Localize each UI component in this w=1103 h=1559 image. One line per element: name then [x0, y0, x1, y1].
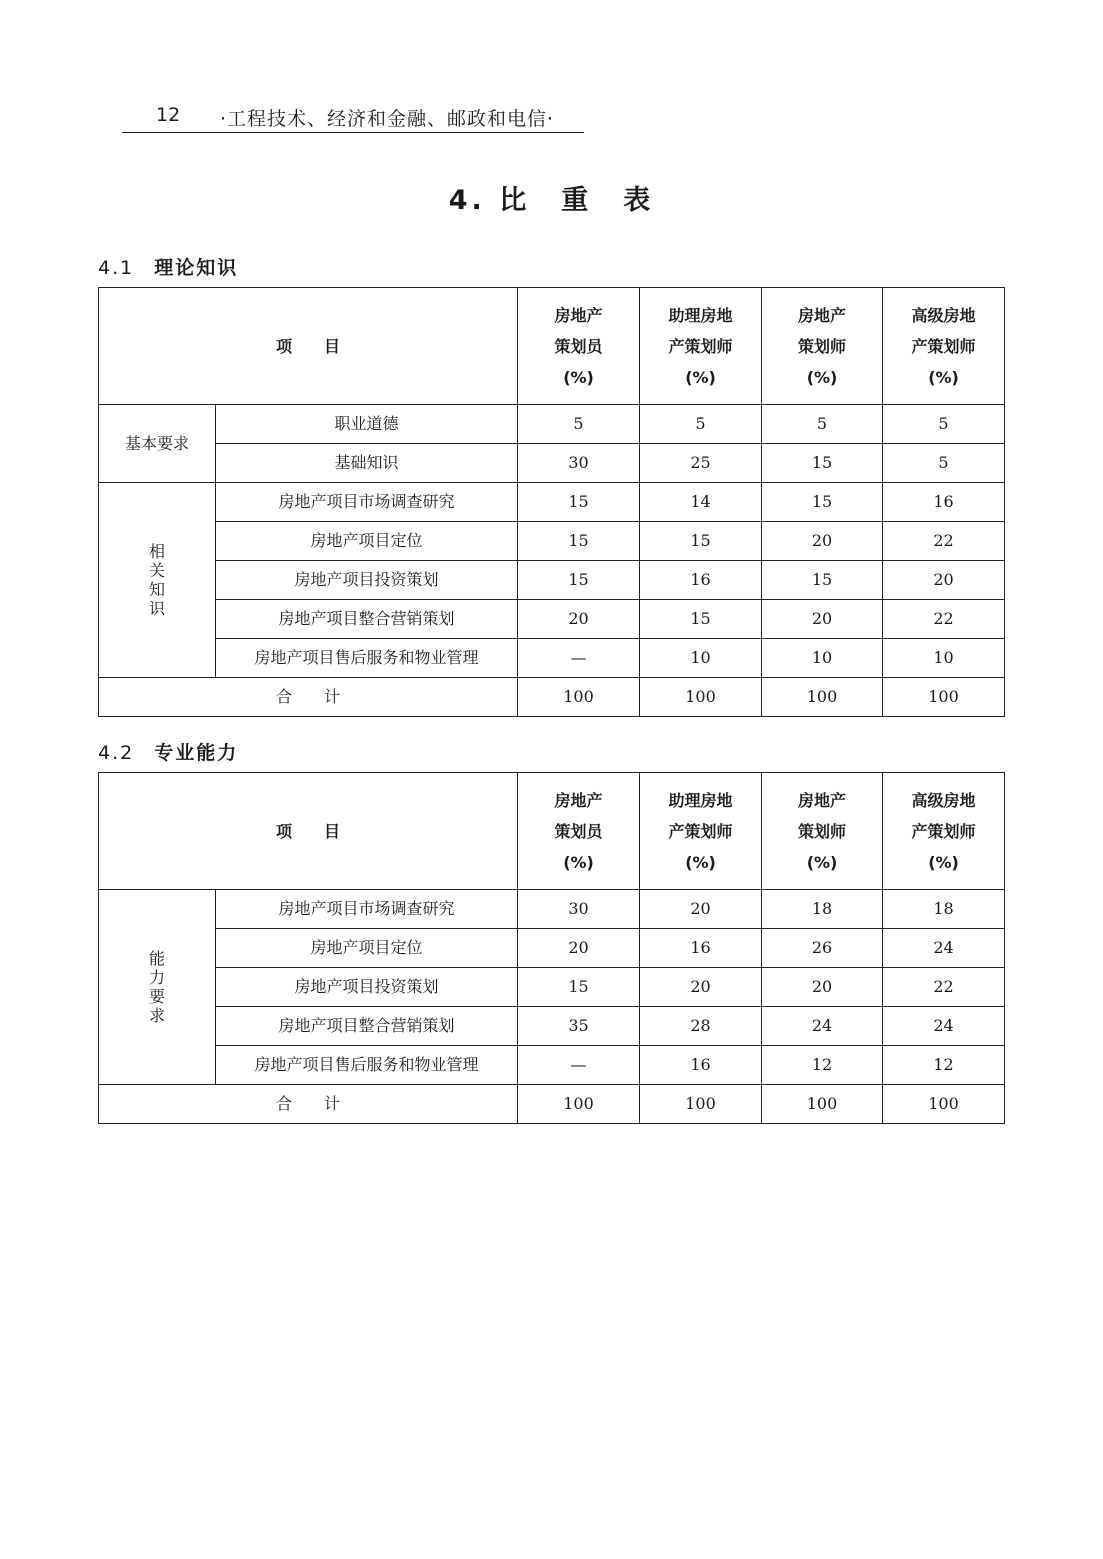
- row-item: 房地产项目市场调查研究: [216, 483, 518, 522]
- cell-value: 30: [518, 444, 640, 483]
- section-heading-4-2: [98, 738, 238, 765]
- row-item: 房地产项目定位: [216, 522, 518, 561]
- page-title: 4. 比 重 表: [448, 185, 655, 216]
- total-value: 100: [883, 678, 1005, 717]
- section-number: 4.2: [98, 742, 135, 764]
- cell-value: 24: [883, 1007, 1005, 1046]
- header-col-2: 助理房地 产策划师 (%): [640, 773, 762, 890]
- total-value: 100: [883, 1085, 1005, 1124]
- table-header-row: [99, 288, 1005, 405]
- cell-value: 20: [883, 561, 1005, 600]
- cell-value: 22: [883, 600, 1005, 639]
- cell-value: 15: [762, 444, 883, 483]
- cell-value: 5: [883, 405, 1005, 444]
- cell-value: 5: [518, 405, 640, 444]
- cell-value: 16: [883, 483, 1005, 522]
- row-item: 房地产项目市场调查研究: [216, 890, 518, 929]
- cell-value: 20: [762, 522, 883, 561]
- cell-value: 10: [762, 639, 883, 678]
- header-col-3: 房地产 策划师 (%): [762, 288, 883, 405]
- cell-value: 15: [518, 483, 640, 522]
- cell-value: 20: [518, 929, 640, 968]
- cell-value: 24: [883, 929, 1005, 968]
- row-item: 房地产项目定位: [216, 929, 518, 968]
- table-row: [99, 1046, 1005, 1085]
- header-col-4: 高级房地 产策划师 (%): [883, 288, 1005, 405]
- cell-value: 18: [762, 890, 883, 929]
- header-col-3: 房地产 策划师 (%): [762, 773, 883, 890]
- section-number: 4.1: [98, 257, 135, 279]
- row-item: 房地产项目售后服务和物业管理: [216, 639, 518, 678]
- cell-value: 16: [640, 1046, 762, 1085]
- cell-value: 24: [762, 1007, 883, 1046]
- cell-value: 12: [883, 1046, 1005, 1085]
- table-total-row: [99, 1085, 1005, 1124]
- header-col-4: 高级房地 产策划师 (%): [883, 773, 1005, 890]
- table-row: [99, 890, 1005, 929]
- cell-value: —: [518, 1046, 640, 1085]
- cell-value: 15: [518, 968, 640, 1007]
- cell-value: 16: [640, 929, 762, 968]
- table-total-row: [99, 678, 1005, 717]
- row-item: 基础知识: [216, 444, 518, 483]
- cell-value: 22: [883, 522, 1005, 561]
- table-row: [99, 483, 1005, 522]
- group-label: 基本要求: [99, 405, 216, 483]
- section-title: 理论知识: [154, 257, 239, 279]
- weight-table-theory: [98, 287, 1005, 717]
- cell-value: 26: [762, 929, 883, 968]
- total-value: 100: [762, 678, 883, 717]
- cell-value: 10: [883, 639, 1005, 678]
- table-header-row: [99, 773, 1005, 890]
- header-col-2: 助理房地 产策划师 (%): [640, 288, 762, 405]
- total-value: 100: [640, 678, 762, 717]
- table-row: [99, 405, 1005, 444]
- table-row: [99, 600, 1005, 639]
- cell-value: 35: [518, 1007, 640, 1046]
- cell-value: 30: [518, 890, 640, 929]
- cell-value: 20: [640, 890, 762, 929]
- cell-value: 12: [762, 1046, 883, 1085]
- header-col-1: 房地产 策划员 (%): [518, 773, 640, 890]
- header-item: 项 目: [99, 773, 518, 890]
- row-item: 房地产项目售后服务和物业管理: [216, 1046, 518, 1085]
- cell-value: 14: [640, 483, 762, 522]
- cell-value: 5: [640, 405, 762, 444]
- row-item: 职业道德: [216, 405, 518, 444]
- total-value: 100: [518, 678, 640, 717]
- row-item: 房地产项目整合营销策划: [216, 1007, 518, 1046]
- row-item: 房地产项目投资策划: [216, 561, 518, 600]
- cell-value: 18: [883, 890, 1005, 929]
- group-label-vertical: 能 力 要 求: [99, 890, 216, 1085]
- cell-value: 20: [762, 968, 883, 1007]
- running-title: ·工程技术、经济和金融、邮政和电信·: [220, 108, 555, 130]
- cell-value: 20: [762, 600, 883, 639]
- cell-value: 20: [518, 600, 640, 639]
- header-col-1: 房地产 策划员 (%): [518, 288, 640, 405]
- cell-value: 15: [518, 522, 640, 561]
- table-row: [99, 639, 1005, 678]
- cell-value: 22: [883, 968, 1005, 1007]
- cell-value: 28: [640, 1007, 762, 1046]
- row-item: 房地产项目投资策划: [216, 968, 518, 1007]
- header-item: 项 目: [99, 288, 518, 405]
- total-label: 合 计: [99, 1085, 518, 1124]
- table-row: [99, 444, 1005, 483]
- table-row: [99, 968, 1005, 1007]
- cell-value: 5: [883, 444, 1005, 483]
- running-header: [122, 100, 584, 133]
- cell-value: 5: [762, 405, 883, 444]
- table-row: [99, 561, 1005, 600]
- cell-value: 25: [640, 444, 762, 483]
- cell-value: —: [518, 639, 640, 678]
- cell-value: 15: [762, 561, 883, 600]
- table-row: [99, 522, 1005, 561]
- section-title: 专业能力: [154, 742, 239, 764]
- row-item: 房地产项目整合营销策划: [216, 600, 518, 639]
- table-row: [99, 1007, 1005, 1046]
- cell-value: 15: [640, 600, 762, 639]
- section-heading-4-1: [98, 253, 238, 280]
- total-value: 100: [762, 1085, 883, 1124]
- group-label-vertical: 相 关 知 识: [99, 483, 216, 678]
- page-number: 12: [156, 104, 181, 126]
- cell-value: 15: [640, 522, 762, 561]
- cell-value: 15: [762, 483, 883, 522]
- total-value: 100: [518, 1085, 640, 1124]
- weight-table-skills: [98, 772, 1005, 1124]
- cell-value: 20: [640, 968, 762, 1007]
- table-row: [99, 929, 1005, 968]
- cell-value: 10: [640, 639, 762, 678]
- total-value: 100: [640, 1085, 762, 1124]
- cell-value: 16: [640, 561, 762, 600]
- total-label: 合 计: [99, 678, 518, 717]
- cell-value: 15: [518, 561, 640, 600]
